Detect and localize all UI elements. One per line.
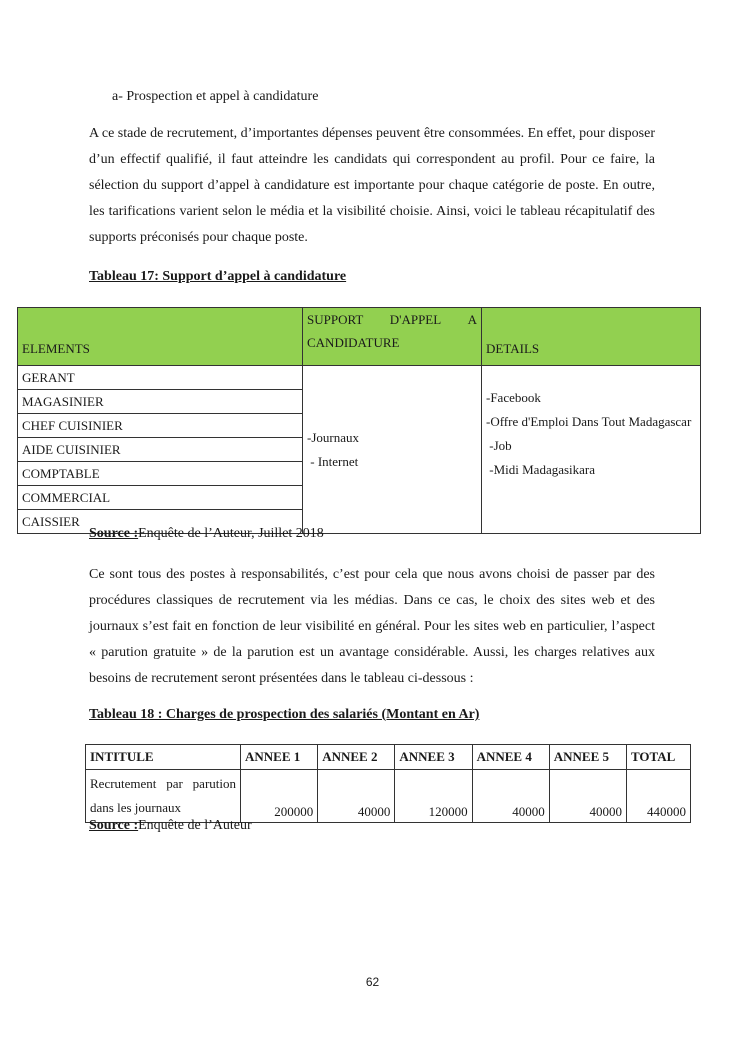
table-header-row [86,745,691,770]
header-details: DETAILS [482,308,701,366]
table18-caption: Tableau 18 : Charges de prospection des salariés (Montant en Ar) [89,707,480,722]
support-line: - Internet [307,453,359,469]
header-support-word1: SUPPORT [307,312,364,327]
value-cell: 40000 [549,770,626,823]
section-heading: a- Prospection et appel à candidature [112,89,319,104]
element-cell: CHEF CUISINIER [18,414,303,438]
header-cell: INTITULE [86,745,241,770]
header-cell: TOTAL [626,745,690,770]
detail-line: -Job [486,438,512,453]
value-cell: 440000 [626,770,690,823]
source-text: Enquête de l’Auteur, Juillet 2018 [138,526,324,541]
table18-source [89,818,252,834]
source-text: Enquête de l’Auteur [138,818,252,833]
support-table [17,307,701,534]
table17-source [89,526,324,542]
header-cell: ANNEE 2 [318,745,395,770]
element-cell: AIDE CUISINIER [18,438,303,462]
element-cell: GERANT [18,366,303,390]
table-header-row [18,308,701,366]
table17-caption: Tableau 17: Support d’appel à candidature [89,269,347,284]
element-cell: COMPTABLE [18,462,303,486]
intro-paragraph: A ce stade de recrutement, d’importantes dépenses peuvent être consommées. En effet, pour disposer d’un effectif qualifié, il faut atteindre les candidats qui correspondent au profil. Pour ce faire, la sélection du support d’appel à candidature est importante pour chaque catégorie de poste. En outre, les tarifications varient selon le média et la visibilité choisie. Ainsi, voici le tableau récapitulatif des supports préconisés pour chaque poste. [89,126,655,245]
table-row [86,770,691,823]
source-label: Source : [89,818,139,833]
support-cell [303,366,482,534]
detail-line: -Offre d'Emploi Dans Tout Madagascar [486,414,692,429]
source-label: Source : [89,526,139,541]
value-cell: 120000 [395,770,472,823]
element-cell: CAISSIER [18,510,303,534]
value-cell: 40000 [318,770,395,823]
middle-paragraph: Ce sont tous des postes à responsabilités, c’est pour cela que nous avons choisi de passer par des procédures classiques de recrutement via les médias. Dans ce cas, le choix des sites web et des journaux s’est fait en fonction de leur visibilité en général. Pour les sites web en particulier, l’aspect « parution gratuite » de la parution est un avantage considérable. Aussi, les charges relatives aux besoins de recrutement seront présentées dans le tableau ci-dessous : [89,567,655,686]
element-cell: MAGASINIER [18,390,303,414]
header-support-word3: A [467,312,477,327]
header-support-word2: D'APPEL [389,312,442,327]
charges-table [85,744,691,823]
row-label: Recrutement par parution dans les journaux [86,770,241,823]
header-cell: ANNEE 3 [395,745,472,770]
header-cell: ANNEE 5 [549,745,626,770]
detail-line: -Midi Madagasikara [486,462,596,477]
header-cell: ANNEE 1 [241,745,318,770]
value-cell: 40000 [472,770,549,823]
header-cell: ANNEE 4 [472,745,549,770]
header-elements: ELEMENTS [18,308,303,366]
detail-line: -Facebook [486,390,541,405]
header-support-line2: CANDIDATURE [307,335,400,350]
header-support [303,308,482,366]
page-number: 62 [365,975,380,989]
value-cell: 200000 [241,770,318,823]
element-cell: COMMERCIAL [18,486,303,510]
details-cell [482,366,701,534]
support-line: -Journaux [307,429,359,445]
